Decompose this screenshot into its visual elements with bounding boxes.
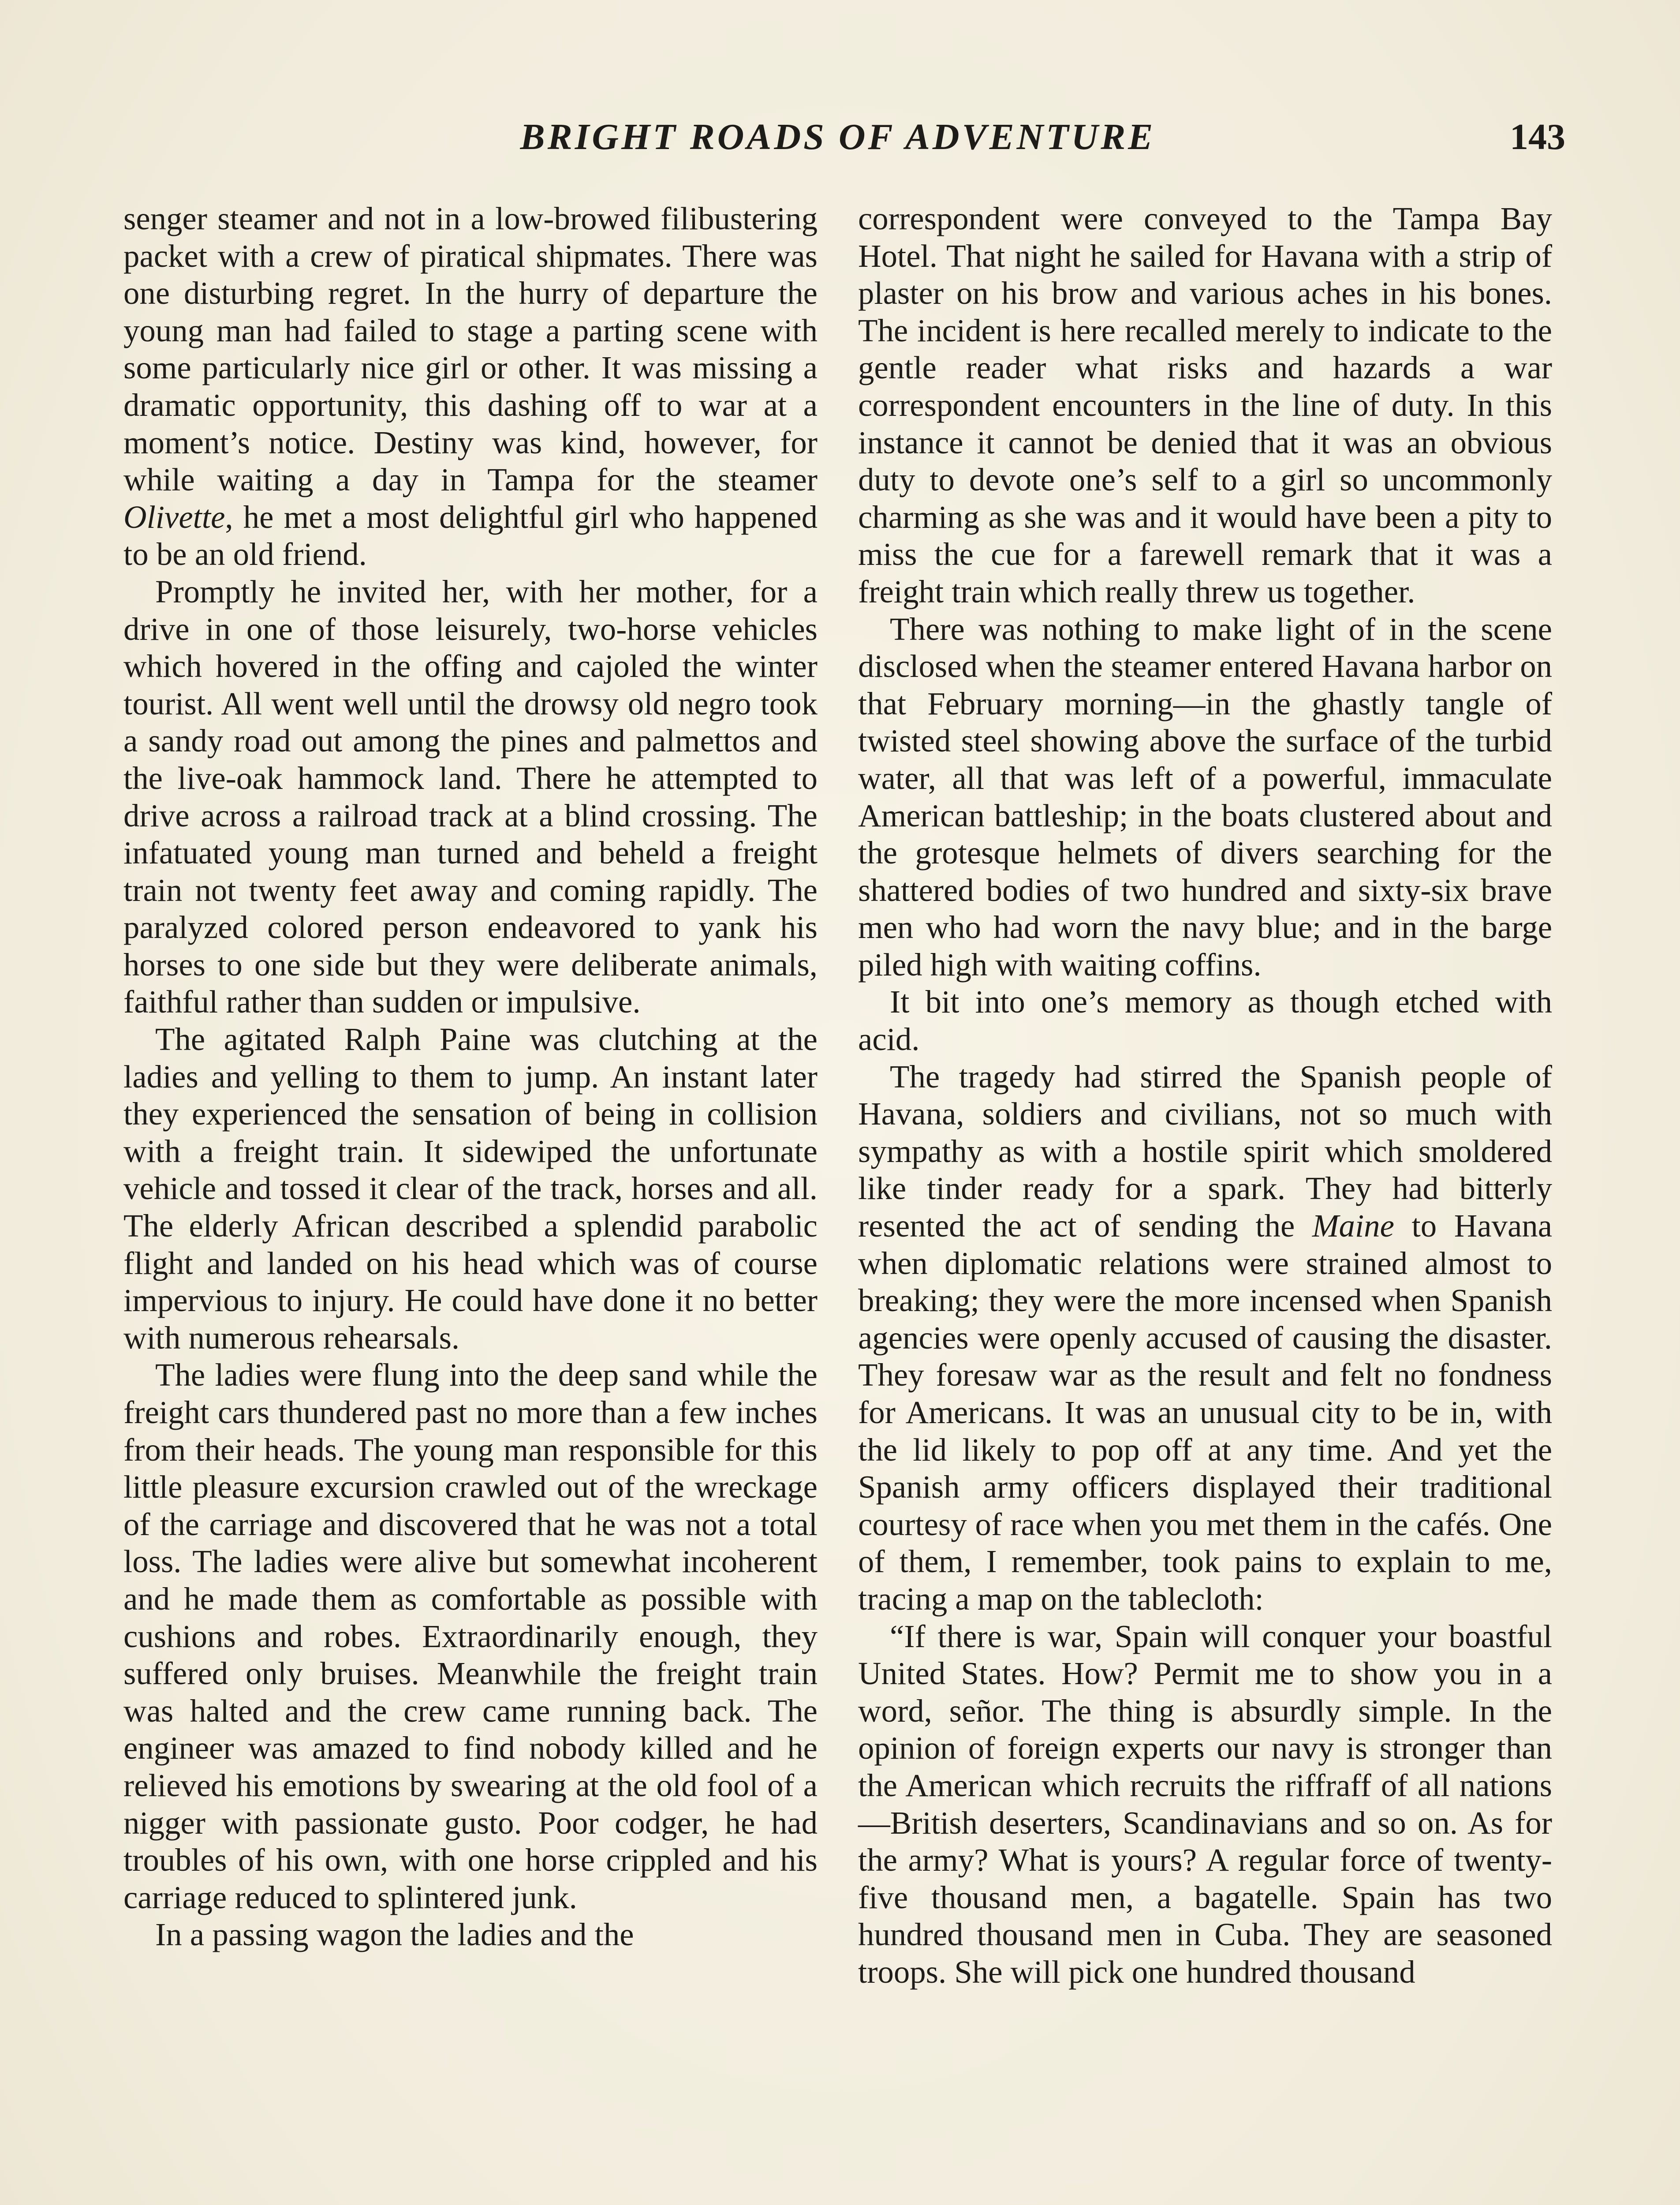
paragraph: The tragedy had stirred the Spanish people of Havana, soldiers and civilians, not so much with sympathy as with a hostile spirit which smoldered like tinder ready for a spark. They had bitterly resented the act of sending the Maine to Havana when diplomatic relations were strained almost to breaking; they were the more incensed when Spanish agencies were openly accused of causing the disaster. They foresaw war as the result and felt no fondness for Americans. It was an unusual city to be in, with the lid likely to pop off at any time. And yet the Spanish army officers displayed their traditional courtesy of race when you met them in the cafés. One of them, I remember, took pains to explain to me, tracing a map on the tablecloth: [858, 1058, 1552, 1617]
page-number: 143 [1510, 116, 1565, 157]
paragraph: The agitated Ralph Paine was clutching at the ladies and yelling to them to jump. An instant later they experienced the sensation of being in collision with a freight train. It sidewiped the unfortunate vehicle and tossed it clear of the track, horses and all. The elderly African described a splendid parabolic flight and landed on his head which was of course impervious to injury. He could have done it no better with numerous rehearsals. [123, 1021, 818, 1356]
paragraph: It bit into one’s memory as though etched with acid. [858, 984, 1552, 1058]
paragraph: In a passing wagon the ladies and the [155, 1917, 634, 1953]
paragraph: correspondent were conveyed to the Tampa Bay Hotel. That night he sailed for Havana with a strip of plaster on his brow and various aches in his bones. The incident is here recalled merely to indicate to the gentle reader what risks and hazards a war correspondent encounters in the line of duty. In this instance it cannot be denied that it was an obvious duty to devote one’s self to a girl so uncommonly charming as she was and it would have been a pity to miss the cue for a farewell remark that it was a freight train which really threw us together. [858, 201, 1552, 609]
paragraph: Promptly he invited her, with her mother, for a drive in one of those leisurely, two-horse vehicles which hovered in the offing and cajoled the winter tourist. All went well until the drowsy old negro took a sandy road out among the pines and palmettos and the live-oak hammock land. There he attempted to drive across a railroad track at a blind crossing. The infatuated young man turned and beheld a freight train not twenty feet away and coming rapidly. The paralyzed colored person endeavored to yank his horses to one side but they were deliberate animals, faithful rather than sudden or impulsive. [123, 573, 818, 1020]
paragraph: senger steamer and not in a low-browed filibustering packet with a crew of piratical shipmates. There was one disturbing regret. In the hurry of departure the young man had failed to stage a parting scene with some particularly nice girl or other. It was missing a dramatic opportunity, this dashing off to war at a moment’s notice. Destiny was kind, however, for while waiting a day in Tampa for the steamer Olivette, he met a most delightful girl who happened to be an old friend. [123, 201, 818, 572]
paragraph: There was nothing to make light of in the scene disclosed when the steamer entered Havana harbor on that February morning—in the ghastly tangle of twisted steel showing above the surface of the turbid water, all that was left of a powerful, immaculate American battleship; in the boats clustered about and the grotesque helmets of divers searching for the shattered bodies of two hundred and sixty-six brave men who had worn the navy blue; and in the barge piled high with waiting coffins. [858, 611, 1552, 983]
running-title: BRIGHT ROADS OF ADVENTURE [520, 116, 1156, 157]
right-column [858, 200, 1552, 1991]
left-column [123, 200, 818, 1954]
paragraph: “If there is war, Spain will conquer your boastful United States. How? Permit me to show you in a word, señor. The thing is absurdly simple. In the opinion of foreign experts our navy is stronger than the American which recruits the riffraff of all nations—British deserters, Scandinavians and so on. As for the army? What is yours? A regular force of twenty-five thousand men, a bagatelle. Spain has two hundred thousand men in Cuba. They are seasoned troops. She will pick one hundred thousand [858, 1618, 1552, 1990]
paragraph: The ladies were flung into the deep sand while the freight cars thundered past no more than a few inches from their heads. The young man responsible for this little pleasure excursion crawled out of the wreckage of the carriage and discovered that he was not a total loss. The ladies were alive but somewhat incoherent and he made them as comfortable as possible with cushions and robes. Extraordinarily enough, they suffered only bruises. Meanwhile the freight train was halted and the crew came running back. The engineer was amazed to find nobody killed and he relieved his emotions by swearing at the old fool of a nigger with passionate gusto. Poor codger, he had troubles of his own, with one horse crippled and his carriage reduced to splintered junk. [123, 1357, 818, 1915]
